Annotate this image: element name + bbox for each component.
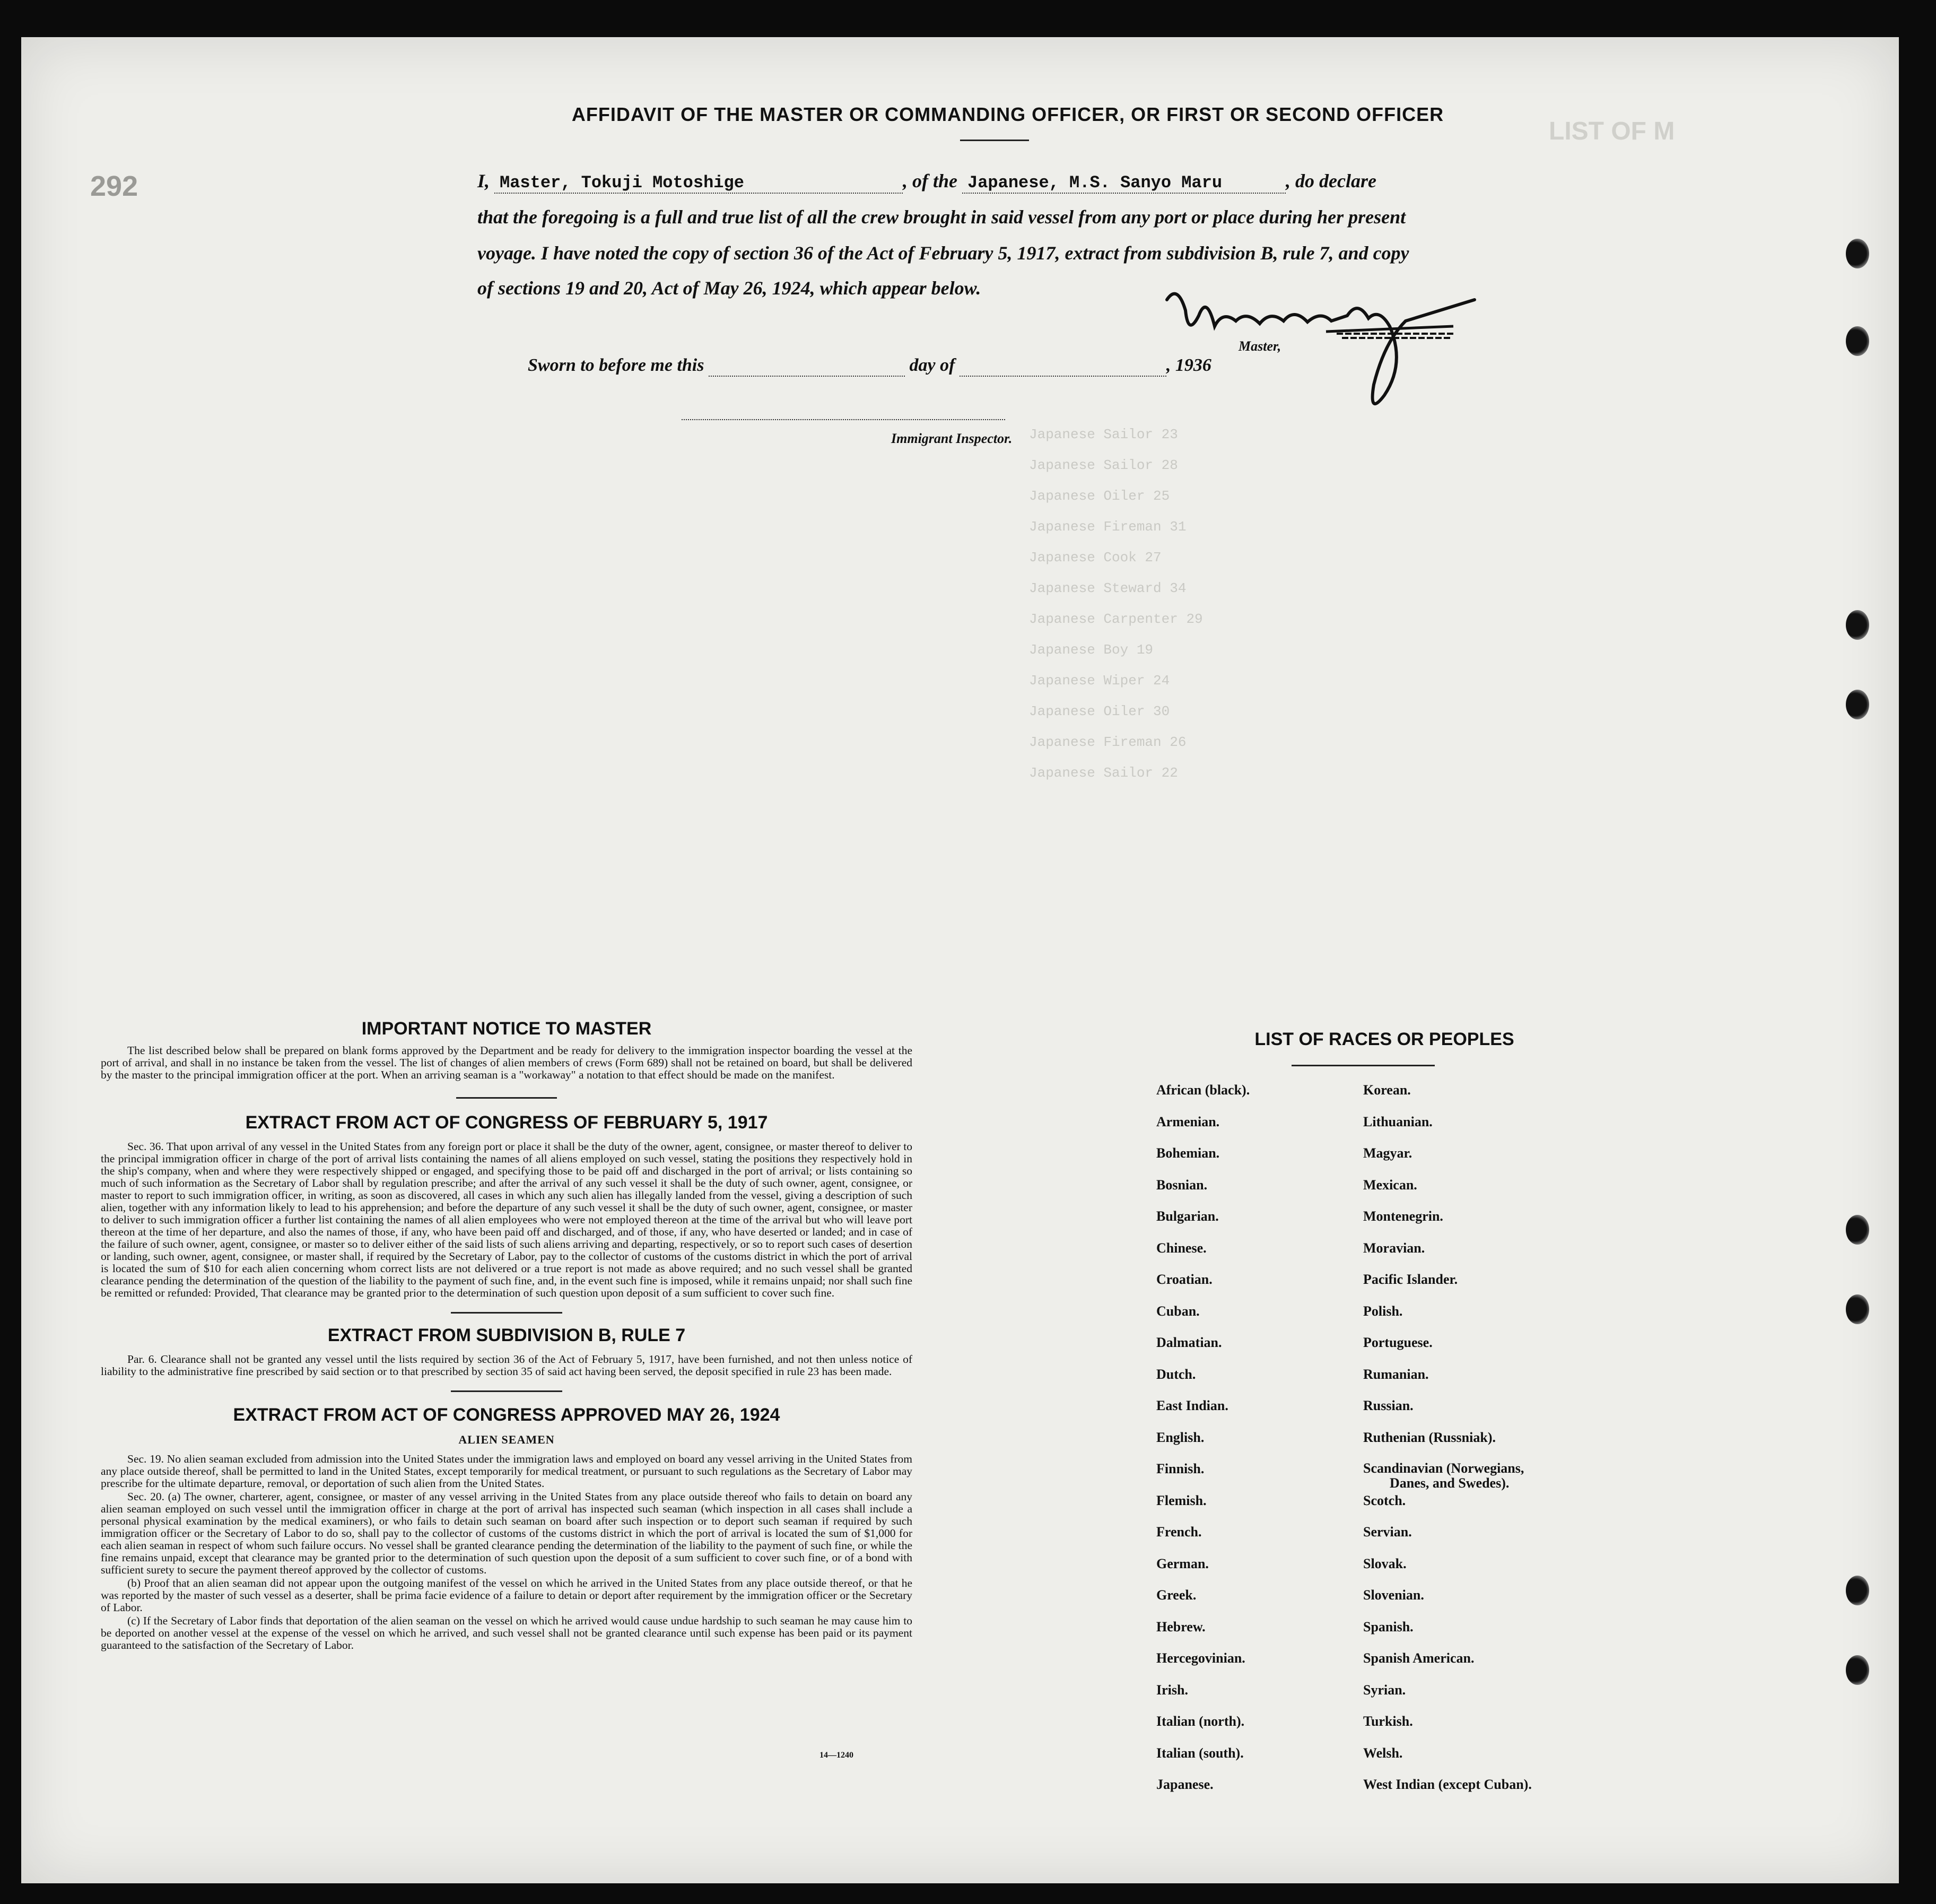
race-item: African (black). xyxy=(1156,1082,1250,1098)
bleed-row: Japanese Oiler 25 xyxy=(1029,488,1170,504)
title-rule xyxy=(960,140,1029,141)
race-item: Hebrew. xyxy=(1156,1619,1206,1635)
race-item: Slovak. xyxy=(1363,1555,1407,1571)
race-item: Moravian. xyxy=(1363,1240,1425,1256)
of-the-text: , of the xyxy=(903,170,958,192)
race-item: Pacific Islander. xyxy=(1363,1272,1458,1287)
race-item: Finnish. xyxy=(1156,1461,1205,1476)
bleed-row: Japanese Wiper 24 xyxy=(1029,673,1170,689)
sec20c-text: (c) If the Secretary of Labor finds that deportation of the alien seaman on the vessel on which he arrived would cause undue hardship to such seaman he may cause him to be deported on another vessel at the expense of the vessel on which he arrived, and such vessel shall not be granted clearance until such expense has been paid or its payment guaranteed to the satisfaction of the Secretary of Labor. xyxy=(101,1614,912,1651)
sec20b-text: (b) Proof that an alien seaman did not appear upon the outgoing manifest of the vessel on which he arrived in the United States from any place outside thereof, or that he was reported by the master of such vessel as a deserter, shall be prima facie evidence of a failure to detain or deport after requirement by the immigration officer or the Secretary of Labor. xyxy=(101,1577,912,1614)
race-item: Turkish. xyxy=(1363,1714,1413,1729)
race-item: Lithuanian. xyxy=(1363,1114,1433,1129)
vessel-name: Japanese, M.S. Sanyo Maru xyxy=(967,173,1223,193)
affidavit-line-2: that the foregoing is a full and true list of all the crew brought in said vessel from any port or place during her present xyxy=(477,206,1406,228)
race-item-continued: Danes, and Swedes). xyxy=(1390,1475,1510,1491)
race-item: Chinese. xyxy=(1156,1240,1207,1256)
race-item: Montenegrin. xyxy=(1363,1209,1443,1224)
declare-text: , do declare xyxy=(1286,170,1376,192)
race-item: Spanish. xyxy=(1363,1619,1414,1635)
punch-hole xyxy=(1846,1576,1869,1605)
race-item: Italian (north). xyxy=(1156,1714,1245,1729)
bleed-row: Japanese Sailor 28 xyxy=(1029,457,1178,473)
punch-hole xyxy=(1846,326,1869,356)
race-item: Dalmatian. xyxy=(1156,1335,1222,1350)
race-item: German. xyxy=(1156,1555,1209,1571)
race-item: West Indian (except Cuban). xyxy=(1363,1777,1532,1792)
bleed-row: Japanese Sailor 23 xyxy=(1029,427,1178,442)
bleed-row: Japanese Boy 19 xyxy=(1029,642,1154,658)
officer-field xyxy=(494,170,903,194)
race-item: Polish. xyxy=(1363,1303,1403,1319)
sec19-text: Sec. 19. No alien seaman excluded from admission into the United States under the immigration laws and employed on board any vessel arriving in the United States from any place outside thereof, shall be permitted to land in the United States, except temporarily for medical treatment, or pursuant to such regulations as the Secretary of Labor may prescribe for the ultimate departure, removal, or deportation of such alien from the United States. xyxy=(101,1453,912,1490)
affidavit-title: AFFIDAVIT OF THE MASTER OR COMMANDING OFFICER, OR FIRST OR SECOND OFFICER xyxy=(571,103,1444,125)
sworn-prefix: Sworn to before me this xyxy=(528,355,704,375)
affidavit-line-1 xyxy=(477,170,1376,194)
inspector-signature-line xyxy=(682,419,1005,420)
affidavit-prefix: I, xyxy=(477,170,490,192)
sec20a-text: Sec. 20. (a) The owner, charterer, agent, consignee, or master of any vessel arriving in the United States from any place outside thereof who fails to detain on board any alien seaman employed on such vessel until the immigration officer in charge at the port of arrival has inspected such seaman (which inspection in all cases shall include a personal physical examination by the medical examiners), or who fails to detain such seaman on board after such inspection or to deport such seaman if required by such immigration officer or the Secretary of Labor to do so, shall pay to the collector of customs of the customs district in which the port of arrival is located the sum of $1,000 for each alien seaman in respect of whom such failure occurs. No vessel shall be granted clearance pending the determination of the liability to the payment of such fine, or while the fine remains unpaid, except that clearance may be granted prior to the determination of such question upon the deposit of a sum sufficient to cover such fine, or of a bond with sufficient surety to secure the payment thereof approved by the collector of customs. xyxy=(101,1490,912,1576)
race-item: Dutch. xyxy=(1156,1366,1196,1382)
race-item: Greek. xyxy=(1156,1587,1197,1603)
form-number: 14—1240 xyxy=(819,1751,853,1760)
margin-note: 292 xyxy=(90,170,138,202)
race-item: Servian. xyxy=(1363,1524,1412,1540)
section-rule xyxy=(456,1097,557,1099)
race-item: Ruthenian (Russniak). xyxy=(1363,1429,1496,1445)
race-item: Rumanian. xyxy=(1363,1366,1429,1382)
bleed-through-header: LIST OF M xyxy=(1549,117,1675,145)
races-left-column xyxy=(1156,1082,1250,1809)
race-item: Scotch. xyxy=(1363,1492,1406,1508)
sworn-month-field xyxy=(960,355,1166,377)
race-item: Italian (south). xyxy=(1156,1745,1244,1761)
extract-1917-title: EXTRACT FROM ACT OF CONGRESS OF FEBRUARY 5, 1917 xyxy=(245,1112,768,1133)
rule7-title: EXTRACT FROM SUBDIVISION B, RULE 7 xyxy=(327,1325,686,1345)
race-item: Bosnian. xyxy=(1156,1177,1208,1193)
punch-hole xyxy=(1846,610,1869,640)
notice-section xyxy=(101,1019,912,1653)
punch-hole xyxy=(1846,690,1869,719)
punch-hole xyxy=(1846,1294,1869,1324)
race-item: Bohemian. xyxy=(1156,1145,1220,1161)
alien-seamen-heading: ALIEN SEAMEN xyxy=(458,1433,555,1446)
inspector-label: Immigrant Inspector. xyxy=(891,431,1013,446)
section-rule xyxy=(451,1390,562,1392)
bleed-row: Japanese Steward 34 xyxy=(1029,580,1187,596)
punch-hole xyxy=(1846,239,1869,268)
notice-title: IMPORTANT NOTICE TO MASTER xyxy=(361,1019,652,1039)
affidavit-line-3: voyage. I have noted the copy of section 36 of the Act of February 5, 1917, extract from subdivision B, rule 7, and copy xyxy=(477,242,1409,264)
bleed-row: Japanese Carpenter 29 xyxy=(1029,611,1203,627)
race-item: Korean. xyxy=(1363,1082,1411,1098)
race-item: Japanese. xyxy=(1156,1777,1214,1792)
bleed-row: Japanese Oiler 30 xyxy=(1029,703,1170,719)
manifest-page xyxy=(21,37,1899,1883)
race-item: Spanish American. xyxy=(1363,1650,1475,1666)
affidavit-line-4: of sections 19 and 20, Act of May 26, 1924, which appear below. xyxy=(477,277,981,299)
race-item: French. xyxy=(1156,1524,1202,1540)
sworn-year: , 1936 xyxy=(1166,355,1211,375)
sworn-line xyxy=(528,355,1211,377)
bleed-row: Japanese Fireman 31 xyxy=(1029,519,1187,535)
rule7-text: Par. 6. Clearance shall not be granted any vessel until the lists required by section 36 of the Act of February 5, 1917, have been furnished, and not then unless notice of liability to the administrative fine prescribed by said section or to that prescribed by section 35 of said act having been served, the deposit specified in rule 23 has been made. xyxy=(101,1353,912,1378)
race-item: Bulgarian. xyxy=(1156,1209,1219,1224)
race-item: Croatian. xyxy=(1156,1272,1213,1287)
bleed-row: Japanese Sailor 22 xyxy=(1029,765,1178,781)
bleed-through-rows xyxy=(1029,419,1203,788)
races-right-column xyxy=(1363,1082,1532,1809)
vessel-field xyxy=(962,170,1286,194)
punch-hole xyxy=(1846,1215,1869,1245)
punch-hole xyxy=(1846,1655,1869,1685)
race-item: Irish. xyxy=(1156,1682,1188,1698)
race-item: Slovenian. xyxy=(1363,1587,1424,1603)
race-item: Russian. xyxy=(1363,1398,1414,1413)
bleed-row: Japanese Fireman 26 xyxy=(1029,734,1187,750)
race-item-scandinavian xyxy=(1363,1461,1532,1493)
signature-caption: Master, xyxy=(1239,338,1281,354)
day-of-text: day of xyxy=(909,355,955,375)
races-rule xyxy=(1292,1065,1435,1066)
race-item: Welsh. xyxy=(1363,1745,1403,1761)
race-item: Magyar. xyxy=(1363,1145,1412,1161)
race-item: English. xyxy=(1156,1429,1205,1445)
race-item: Scandinavian (Norwegians, xyxy=(1363,1460,1524,1476)
race-item: Flemish. xyxy=(1156,1492,1207,1508)
race-item: Cuban. xyxy=(1156,1303,1200,1319)
officer-name: Master, Tokuji Motoshige xyxy=(500,173,744,193)
section-rule xyxy=(451,1312,562,1314)
race-item: Hercegovinian. xyxy=(1156,1650,1245,1666)
notice-text: The list described below shall be prepared on blank forms approved by the Department and be ready for delivery to the immigration inspector boarding the vessel at the port of arrival, and shall in no instance be taken from the vessel. The list of changes of alien members of crews (Form 689) shall not be retained on board, but shall be delivered by the master to the principal immigration officer at the port. When an arriving seaman is a "workaway" a notation to that effect should be made on the manifest. xyxy=(101,1044,912,1081)
race-item: Armenian. xyxy=(1156,1114,1220,1129)
race-item: East Indian. xyxy=(1156,1398,1228,1413)
race-item: Mexican. xyxy=(1363,1177,1417,1193)
sworn-day-field xyxy=(709,355,905,377)
race-item: Syrian. xyxy=(1363,1682,1406,1698)
bleed-row: Japanese Cook 27 xyxy=(1029,550,1162,566)
extract-1924-title: EXTRACT FROM ACT OF CONGRESS APPROVED MAY 26, 1924 xyxy=(233,1405,780,1425)
extract-1917-text: Sec. 36. That upon arrival of any vessel in the United States from any foreign port or place it shall be the duty of the owner, agent, consignee, or master thereof to deliver to the principal immigration officer in charge of the port of arrival lists containing the names of all aliens employed on such vessel, stating the positions they respectively hold in the ship's company, when and where they were respectively shipped or engaged, and specifying those to be paid off and discharged in the port of arrival; or lists containing so much of such information as the Secretary of Labor shall by regulation prescribe; and after the arrival of any such vessel it shall be the duty of such owner, agent, consignee, or master to report to such immigration officer, in writing, as soon as discovered, all cases in which any such alien has illegally landed from the vessel, giving a description of such alien, together with any information likely to lead to his apprehension; and before the departure of any such vessel it shall be the duty of such owner, agent, consignee, or master to deliver to such immigration officer a further list containing the names of all alien employees who were not employed thereon at the time of the arrival but who will leave port thereon at the time of her departure, and also the names of those, if any, who have been paid off and discharged, and of those, if any, who have deserted or landed; and in case of the failure of such owner, agent, consignee, or master so to deliver either of the said lists of such aliens arriving and departing, respectively, or so to report such cases of desertion or landing, such owner, agent, consignee, or master shall, if required by the Secretary of Labor, pay to the collector of customs of the customs district in which the port of arrival is located the sum of $10 for each alien concerning whom correct lists are not delivered or a true report is not made as above required; and no such vessel shall be granted clearance pending the determination of the question of the liability to the payment of such fine, and, in the event such fine is imposed, while it remains unpaid; nor shall such fine be remitted or refunded: Provided, That clearance may be granted prior to the determination of such question upon deposit of a sum sufficient to cover such fine. xyxy=(101,1140,912,1299)
race-item: Portuguese. xyxy=(1363,1335,1433,1350)
races-title: LIST OF RACES OR PEOPLES xyxy=(1254,1029,1514,1049)
